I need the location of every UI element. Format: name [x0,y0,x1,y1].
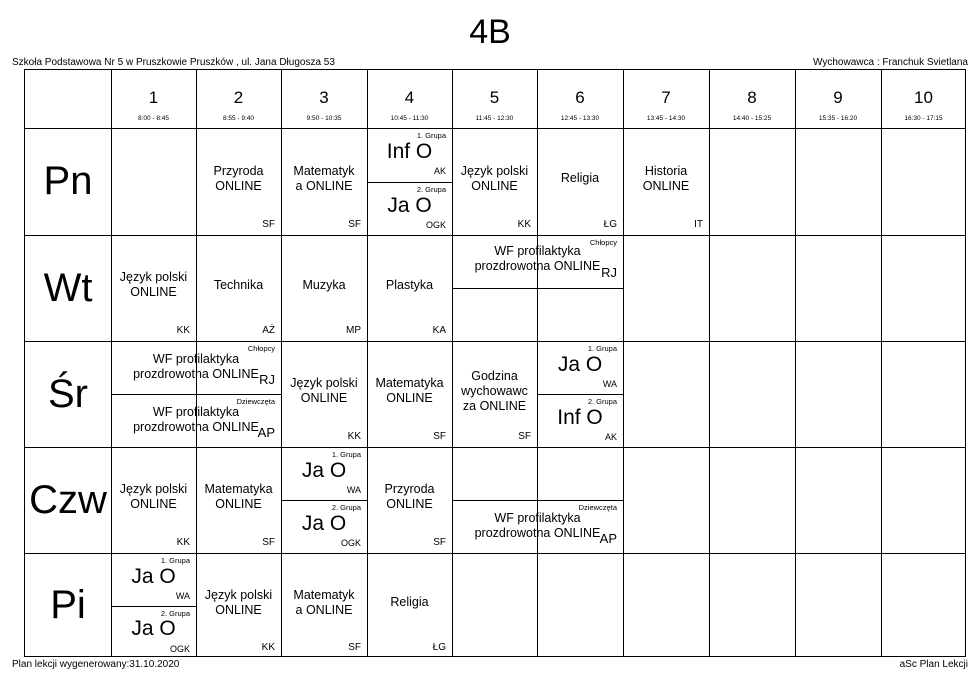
teacher-initials: WA [602,379,617,389]
lesson-cell [452,235,623,288]
subject-name: Ja O [301,459,347,482]
period-number: 9 [833,88,843,107]
period-header-2 [196,70,281,128]
day-label-4: Pi [50,583,86,627]
period-header-6 [537,70,623,128]
lesson-cell [452,128,537,235]
teacher-initials: SF [348,642,361,653]
period-number: 2 [233,88,244,107]
day-label-0: Pn [43,159,93,203]
half-separator [452,288,623,289]
period-time: 15:35 - 16:20 [818,115,858,122]
subject-name: WF profilaktyka prozdrowotna ONLINE [133,405,259,434]
lesson-cell [281,341,367,447]
teacher-initials: SF [433,537,446,548]
period-time: 16:30 - 17:15 [904,115,943,122]
teacher-initials: RJ [601,265,617,280]
teacher-initials: KK [517,219,531,230]
period-header-1 [111,70,196,128]
teacher-initials: AP [257,425,275,440]
period-time: 12:45 - 13:30 [560,115,600,122]
grid-column-line [795,70,796,656]
class-title: 4B [469,13,511,51]
class-teacher: Wychowawca : Franchuk Svietlana [813,57,968,68]
subject-name: Przyroda ONLINE [384,482,435,511]
period-number: 5 [489,88,500,107]
lesson-cell [452,341,537,447]
subject-name: Przyroda ONLINE [213,164,264,193]
teacher-initials: SF [262,219,275,230]
lesson-cell [367,553,452,658]
lesson-cell [196,447,281,553]
subject-name: Godzina wychowawc za ONLINE [461,369,528,413]
teacher-initials: KK [347,431,361,442]
period-time: 10:45 - 11:30 [390,115,429,122]
lesson-cell [537,128,623,235]
subject-name: WF profilaktyka prozdrowotna ONLINE [474,244,601,273]
lesson-cell [537,341,623,394]
subject-name: WF profilaktyka prozdrowotna ONLINE [133,352,259,381]
group-label: 2. Grupa [416,185,446,194]
period-header-5 [452,70,537,128]
teacher-initials: KA [432,325,446,336]
subject-name: Ja O [301,512,347,535]
day-label-1: Wt [43,266,93,310]
group-label: 2. Grupa [331,503,361,512]
lesson-cell [623,128,709,235]
teacher-initials: WA [175,591,190,601]
period-number: 4 [404,88,415,107]
subject-name: Język polski ONLINE [119,482,188,511]
lesson-cell [111,606,196,658]
teacher-initials: ŁG [603,219,617,230]
group-label: 1. Grupa [416,131,446,140]
lesson-cell [196,128,281,235]
period-number: 6 [575,88,585,107]
lesson-cell [281,128,367,235]
teacher-initials: KK [261,642,275,653]
period-time: 8:00 - 8:45 [137,115,170,122]
period-number: 1 [148,88,159,107]
lesson-cell [111,235,196,341]
half-separator [111,394,281,395]
teacher-initials: OGK [425,220,446,230]
group-label: Chłopcy [247,344,275,353]
teacher-initials: AK [604,432,617,442]
group-label: Dziewczęta [578,503,617,512]
subject-name: Ja O [131,617,176,640]
lesson-cell [111,394,281,447]
subject-name: Ja O [387,194,432,217]
subject-name: Matematyka ONLINE [375,376,444,405]
subject-name: Muzyka [302,278,346,292]
subject-name: Język polski ONLINE [290,376,358,405]
group-label: Chłopcy [589,238,617,247]
lesson-cell [367,341,452,447]
half-separator [367,182,452,183]
teacher-initials: SF [348,219,361,230]
teacher-initials: SF [262,537,275,548]
period-number: 8 [747,88,757,107]
subject-name: Plastyka [385,278,434,292]
period-header-7 [623,70,709,128]
teacher-initials: SF [433,431,446,442]
period-header-3 [281,70,367,128]
grid-column-line [709,70,710,656]
lesson-cell [537,394,623,447]
app-name: aSc Plan Lekcji [899,659,968,670]
subject-name: Religia [390,595,429,609]
period-time: 13:45 - 14:30 [646,115,686,122]
lesson-cell [367,235,452,341]
generated-date: Plan lekcji wygenerowany:31.10.2020 [12,659,180,670]
group-label: 1. Grupa [160,556,190,565]
teacher-initials: KK [176,325,190,336]
subject-name: Matematyk a ONLINE [293,588,355,617]
lesson-cell [281,447,367,500]
subject-name: Język polski ONLINE [204,588,273,617]
period-number: 7 [661,88,671,107]
group-label: 1. Grupa [331,450,361,459]
lesson-cell [196,235,281,341]
teacher-initials: OGK [169,644,190,654]
period-number: 3 [319,88,329,107]
subject-name: Język polski ONLINE [460,164,529,193]
lesson-cell [367,447,452,553]
lesson-cell [281,553,367,658]
teacher-initials: AŻ [262,325,275,336]
lesson-cell [111,553,196,606]
period-header-4 [367,70,452,128]
teacher-initials: AP [599,531,617,546]
subject-name: Inf O [386,140,433,163]
teacher-initials: MP [346,325,361,336]
day-label-3: Czw [29,478,107,522]
period-time: 14:40 - 15:25 [732,115,772,122]
half-separator [452,500,623,501]
grid-column-line [881,70,882,656]
teacher-initials: OGK [340,538,361,548]
lesson-cell [367,182,452,235]
group-label: 2. Grupa [587,397,617,406]
subject-name: Język polski ONLINE [119,270,188,299]
lesson-cell [281,500,367,553]
lesson-cell [452,500,623,553]
period-header-8 [709,70,795,128]
teacher-initials: AK [433,166,446,176]
school-name: Szkoła Podstawowa Nr 5 w Pruszkowie Pruszków , ul. Jana Długosza 53 [12,57,335,68]
teacher-initials: KK [176,537,190,548]
period-number: 10 [914,88,933,107]
teacher-initials: SF [518,431,531,442]
subject-name: Technika [213,278,264,292]
group-label: Dziewczęta [236,397,275,406]
period-time: 8:55 - 9:40 [222,115,255,122]
lesson-cell [281,235,367,341]
period-header-9 [795,70,881,128]
lesson-cell [111,447,196,553]
subject-name: Ja O [131,565,176,588]
half-separator [111,606,196,607]
day-label-2: Śr [48,372,88,416]
lesson-cell [196,553,281,658]
timetable-grid [24,69,966,657]
teacher-initials: RJ [259,372,275,387]
subject-name: Matematyk a ONLINE [293,164,355,193]
subject-name: Religia [560,171,600,185]
period-header-10 [881,70,966,128]
group-label: 2. Grupa [160,609,190,618]
period-time: 9:50 - 10:35 [306,115,342,122]
teacher-initials: WA [346,485,361,495]
subject-name: Inf O [557,406,603,429]
subject-name: Ja O [557,353,603,376]
group-label: 1. Grupa [587,344,617,353]
teacher-initials: IT [694,219,703,230]
lesson-cell [367,128,452,182]
half-separator [537,394,623,395]
subject-name: Historia ONLINE [642,164,690,193]
teacher-initials: ŁG [432,642,446,653]
subject-name: Matematyka ONLINE [204,482,273,511]
lesson-cell [111,341,281,394]
subject-name: WF profilaktyka prozdrowotna ONLINE [474,511,601,540]
half-separator [281,500,367,501]
period-time: 11:45 - 12:30 [475,115,514,122]
